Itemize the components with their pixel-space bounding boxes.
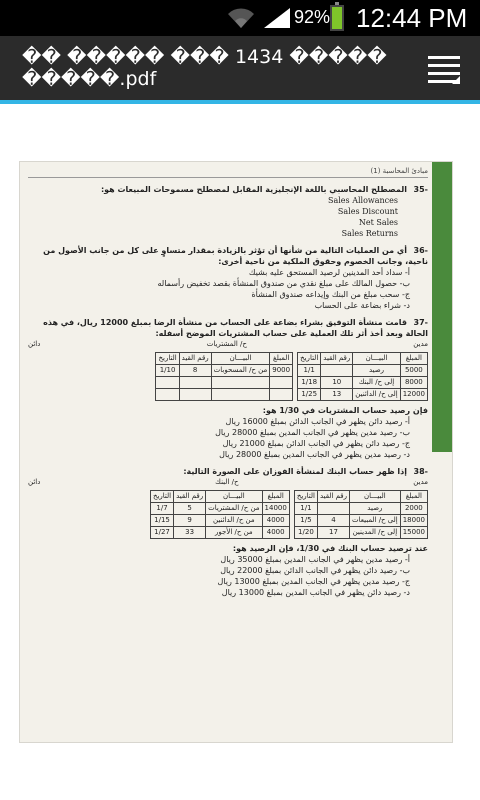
credit-label: دائن — [28, 340, 41, 348]
table-row: 14000 من ح/ المشتريات 5 1/7 — [150, 503, 289, 515]
option-b: ب- رصيد دائن يظهر في الجانب الدائن بمبلغ 22000 ريال — [220, 566, 410, 575]
option-d: د- رصيد دائن يظهر في الجانب المدين بمبلغ 13000 ريال — [221, 588, 410, 597]
table-row: 12000 إلى ح/ الدائنين 13 1/25 — [298, 389, 428, 401]
ledger-side-labels — [28, 339, 428, 350]
battery-percentage: 92% — [294, 7, 331, 27]
table-row: 18000 إلى ح/ المبيعات 4 1/5 — [294, 515, 427, 527]
table-row — [156, 377, 293, 389]
question-36 — [28, 245, 428, 311]
option-c: ج- رصيد مدين يظهر في الجانب المدين بمبلغ 13000 ريال — [217, 577, 410, 586]
option-a: Sales Allowances — [328, 196, 398, 205]
option-d: د- شراء بضاعة على الحساب — [314, 301, 410, 310]
option-d: د- رصيد مدين يظهر في الجانب المدين بمبلغ 28000 ريال — [219, 450, 410, 459]
question-text: إذا ظهر حساب البنك لمنشأة الفوزان على الصورة التالية: — [183, 467, 407, 476]
table-row: 5000 رصيد 1/1 — [298, 365, 428, 377]
wifi-icon — [226, 6, 256, 34]
option-d: Sales Returns — [341, 229, 398, 238]
page-edge-decoration — [432, 162, 452, 452]
debit-label: مدين — [413, 478, 428, 486]
table-row: 15000 إلى ح/ المدينين 17 1/20 — [294, 527, 427, 539]
option-a: أ- رصيد مدين يظهر في الجانب المدين بمبلغ 35000 ريال — [220, 555, 410, 564]
account-title: ح/ البنك — [215, 478, 239, 486]
table-row: 4000 من ح/ الأجور 33 1/27 — [150, 527, 289, 539]
page-content — [28, 166, 428, 598]
battery-icon — [330, 5, 344, 31]
question-number: -35 — [413, 185, 428, 194]
page-header-title: مبادئ المحاسبة (1) — [370, 167, 428, 175]
account-title: ح/ المشتريات — [206, 340, 247, 348]
question-number: -37 — [413, 318, 428, 327]
question-text: قامت منشأة التوفيق بشراء بضاعة على الحساب من منشأة الرضا بمبلغ 12000 ريال، في هذه الحالة وبعد أخذ أثر تلك العملية على حساب المشتريات الموضح أسفله: — [43, 318, 428, 338]
option-a: أ- سداد أحد المدينين لرصيد المستحق عليه بشيك — [248, 268, 410, 277]
pdf-page[interactable] — [20, 162, 452, 742]
credit-table: المبلغ البيـــان رقم القيد التاريخ 14000 من ح/ المشتريات 5 1/7 4000 من ح/ الدائنين 9 1/15 4000 من ح/ الأجور 33 1/27 — [150, 490, 290, 539]
option-c: Net Sales — [358, 218, 398, 227]
pdf-viewer[interactable] — [0, 104, 480, 800]
signal-strength-icon — [262, 6, 292, 34]
app-title-bar — [0, 36, 480, 100]
credit-label: دائن — [28, 478, 41, 486]
document-title: �� ����� ��� 1434 ����� �����.pdf — [22, 46, 387, 90]
debit-table: المبلغ البيـــان رقم القيد التاريخ 5000 رصيد 1/1 8000 إلى ح/ البنك 10 1/18 12000 إلى ح/ الدائنين 13 1/25 — [297, 352, 428, 401]
bank-ledger — [28, 490, 428, 539]
question-text: المصطلح المحاسبي باللغة الإنجليزية المقابل لمصطلح مسموحات المبيعات هو: — [100, 185, 407, 194]
status-clock: 12:44 PM — [356, 3, 468, 33]
question-35 — [28, 184, 428, 239]
table-row: 9000 من ح/ المسحوبات 8 1/10 — [156, 365, 293, 377]
question-prompt: عند ترصيد حساب البنك في 1/30، فإن الرصيد هو: — [232, 544, 428, 553]
table-row — [156, 389, 293, 401]
table-row: 2000 رصيد 1/1 — [294, 503, 427, 515]
debit-table: المبلغ البيـــان رقم القيد التاريخ 2000 رصيد 1/1 18000 إلى ح/ المبيعات 4 1/5 15000 إلى ح/ المدينين 17 1/20 — [294, 490, 428, 539]
question-37 — [28, 317, 428, 460]
purchases-ledger — [28, 352, 428, 401]
question-number: -36 — [413, 246, 428, 255]
question-text: أي من العمليات التالية من شأنها أن تؤثر بالزيادة بمقدار متساوٍ على كل من جانب الأصول من ناحية، وجانب الخصوم وحقوق الملكية من ناحية أخرى: — [43, 246, 428, 266]
option-c: ج- رصيد دائن يظهر في الجانب الدائن بمبلغ 21000 ريال — [222, 439, 410, 448]
option-b: Sales Discount — [337, 207, 398, 216]
question-38 — [28, 466, 428, 598]
ledger-side-labels — [28, 477, 428, 488]
debit-label: مدين — [413, 340, 428, 348]
option-c: ج- سحب مبلغ من البنك وإيداعه صندوق المنشأة — [251, 290, 410, 299]
option-b: ب- حصول المالك على مبلغ نقدي من صندوق المنشأة بقصد تخفيض رأسماله — [157, 279, 410, 288]
page-header — [28, 166, 428, 178]
table-row: 8000 إلى ح/ البنك 10 1/18 — [298, 377, 428, 389]
option-b: ب- رصيد مدين يظهر في الجانب المدين بمبلغ 28000 ريال — [215, 428, 410, 437]
status-bar — [0, 0, 480, 36]
question-number: -38 — [413, 467, 428, 476]
hamburger-menu-icon[interactable] — [424, 50, 464, 90]
credit-table: المبلغ البيـــان رقم القيد التاريخ 9000 من ح/ المسحوبات 8 1/10 — [155, 352, 293, 401]
table-row: 4000 من ح/ الدائنين 9 1/15 — [150, 515, 289, 527]
question-prompt: فإن رصيد حساب المشتريات في 1/30 هو: — [262, 406, 428, 415]
option-a: أ- رصيد دائن يظهر في الجانب الدائن بمبلغ 16000 ريال — [225, 417, 410, 426]
